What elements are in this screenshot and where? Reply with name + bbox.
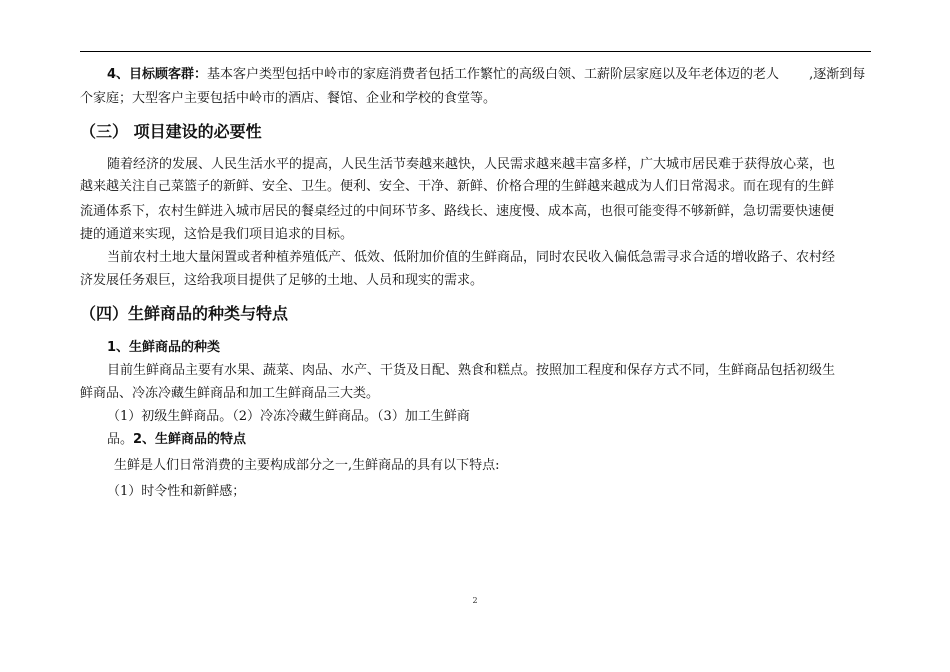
item4-text-a: 基本客户类型包括中岭市的家庭消费者包括工作繁忙的高级白领、工薪阶层家庭以及年老体迈的老人 bbox=[207, 67, 780, 82]
para4: 生鲜是人们日常消费的主要构成部分之一,生鲜商品的具有以下特点: bbox=[114, 458, 500, 473]
para1-line3: 流通体系下，农村生鲜进入城市居民的餐桌经过的中间环节多、路线长、速度慢、成本高，也很可能变得不够新鲜，急切需要快速便 bbox=[80, 204, 835, 219]
header-rule bbox=[80, 51, 871, 52]
para3-line1: 目前生鲜商品主要有水果、蔬菜、肉品、水产、干货及日配、熟食和糕点。按照加工程度和保存方式不同，生鲜商品包括初级生 bbox=[107, 363, 836, 378]
para2-line1: 当前农村土地大量闲置或者种植养殖低产、低效、低附加价值的生鲜商品，同时农民收入偏低急需寻求合适的增收路子、农村经 bbox=[107, 250, 836, 265]
item4-line2: 个家庭；大型客户主要包括中岭市的酒店、餐馆、企业和学校的食堂等。 bbox=[80, 91, 497, 106]
heading-necessity: （三） 项目建设的必要性 bbox=[80, 122, 262, 141]
para1-line1: 随着经济的发展、人民生活水平的提高，人民生活节奏越来越快，人民需求越来越丰富多样，广大城市居民难于获得放心菜，也 bbox=[107, 157, 836, 172]
para1-line2: 越来越关注自己菜篮子的新鲜、安全、卫生。便利、安全、干净、新鲜、价格合理的生鲜越来越成为人们日常渴求。而在现有的生鲜 bbox=[80, 179, 835, 194]
list-types-tail-and-subheading bbox=[80, 429, 872, 451]
subheading-types: 1、生鲜商品的种类 bbox=[107, 340, 221, 355]
item4-line1 bbox=[80, 64, 872, 86]
heading-types-features: （四）生鲜商品的种类与特点 bbox=[80, 304, 289, 323]
list-features-item1: （1）时令性和新鲜感； bbox=[107, 484, 246, 499]
para3-line2: 鲜商品、冷冻冷藏生鲜商品和加工生鲜商品三大类。 bbox=[80, 386, 380, 401]
subheading-features: 2、生鲜商品的特点 bbox=[133, 432, 247, 447]
item4-text-b: ,逐渐到每 bbox=[809, 67, 866, 82]
list-types: （1）初级生鲜商品。（2）冷冻冷藏生鲜商品。（3）加工生鲜商 bbox=[107, 409, 470, 424]
para2-line2: 济发展任务艰巨，这给我项目提供了足够的土地、人员和现实的需求。 bbox=[80, 273, 484, 288]
para1-line4: 捷的通道来实现，这恰是我们项目追求的目标。 bbox=[80, 227, 354, 242]
list-types-tail: 品。 bbox=[107, 432, 134, 447]
item4-label: 4、目标顾客群： bbox=[107, 67, 208, 82]
page-number: 2 bbox=[472, 596, 478, 605]
